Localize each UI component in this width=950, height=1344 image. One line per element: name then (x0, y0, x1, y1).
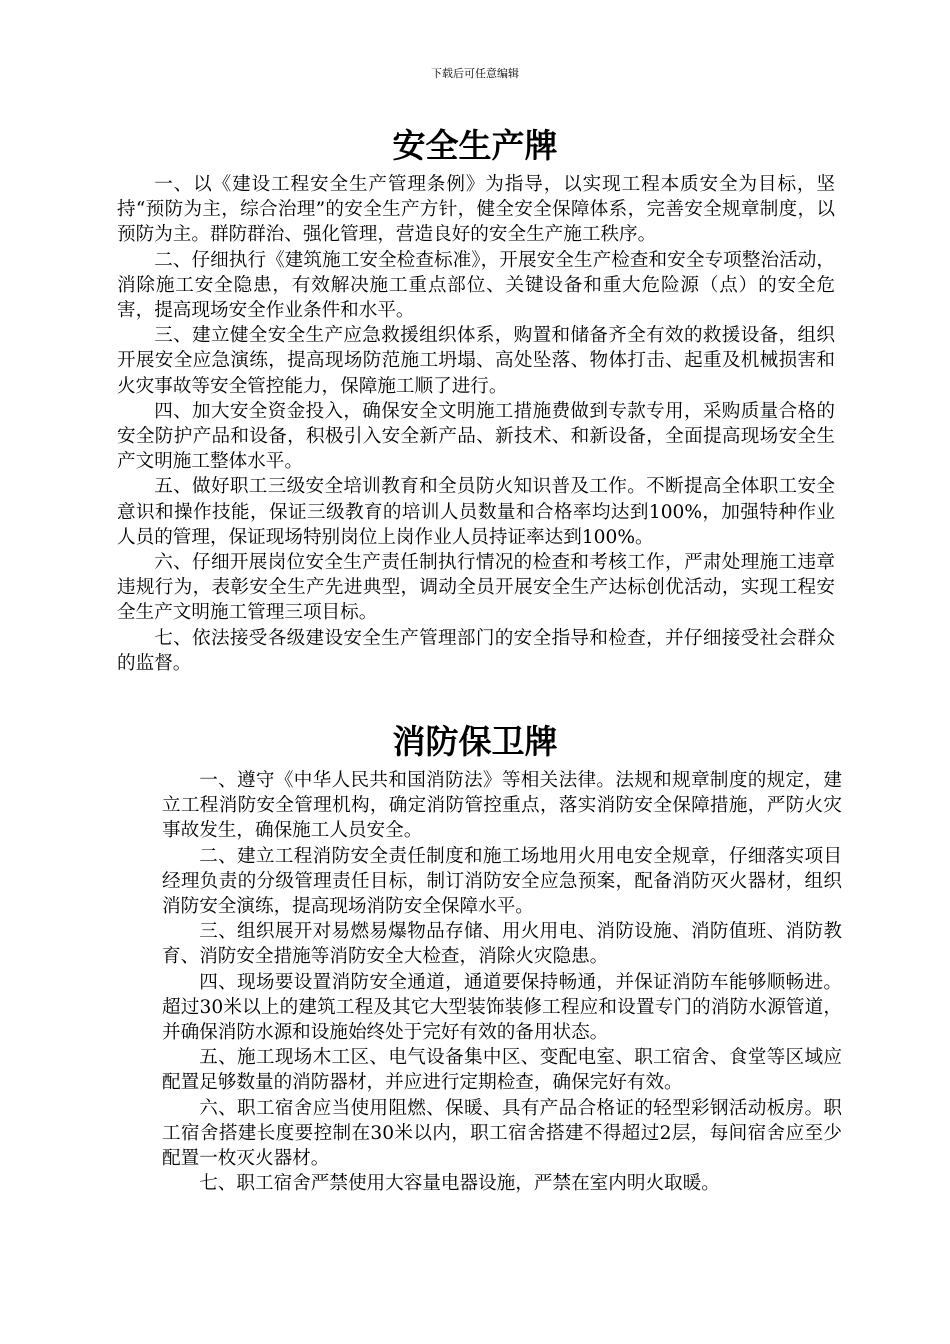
fire-paragraph-5: 五、施工现场木工区、电气设备集中区、变配电室、职工宿舍、食堂等区域应配置足够数量的消防器材，并应进行定期检查，确保完好有效。 (162, 1047, 842, 1094)
fire-paragraph-7: 七、职工宿舍严禁使用大容量电器设施，严禁在室内明火取暖。 (199, 1173, 720, 1195)
safety-production-section (117, 172, 835, 676)
safety-paragraph-6: 六、仔细开展岗位安全生产责任制执行情况的检查和考核工作，严肃处理施工违章违规行为，表彰安全生产先进典型，调动全员开展安全生产达标创优活动，实现工程安全生产文明施工管理三项目标。 (117, 552, 835, 624)
page-header-note: 下载后可任意编辑 (431, 67, 519, 80)
safety-paragraph-7: 七、依法接受各级建设安全生产管理部门的安全指导和检查，并仔细接受社会群众的监督。 (117, 627, 835, 674)
safety-paragraph-2: 二、仔细执行《建筑施工安全检查标准》，开展安全生产检查和安全专项整治活动，消除施工安全隐患，有效解决施工重点部位、关键设备和重大危险源（点）的安全危害，提高现场安全作业条件和水平。 (117, 249, 835, 322)
fire-paragraph-3: 三、组织展开对易燃易爆物品存储、用火用电、消防设施、消防值班、消防教育、消防安全措施等消防安全大检查，消除火灾隐患。 (162, 921, 842, 968)
fire-paragraph-1: 一、遵守《中华人民共和国消防法》等相关法律。法规和规章制度的规定，建立工程消防安全管理机构，确定消防管控重点，落实消防安全保障措施，严防火灾事故发生，确保施工人员安全。 (162, 770, 842, 842)
fire-paragraph-2: 二、建立工程消防安全责任制度和施工场地用火用电安全规章，仔细落实项目经理负责的分级管理责任目标，制订消防安全应急预案，配备消防灭火器材，组织消防安全演练，提高现场消防安全保障水平。 (162, 845, 842, 918)
safety-paragraph-5: 五、做好职工三级安全培训教育和全员防火知识普及工作。不断提高全体职工安全意识和操作技能，保证三级教育的培训人员数量和合格率均达到100%，加强特种作业人员的管理，保证现场特别岗位上岗作业人员持证率达到100%。 (117, 476, 835, 548)
safety-paragraph-3: 三、建立健全安全生产应急救援组织体系，购置和储备齐全有效的救援设备，组织开展安全应急演练，提高现场防范施工坍塌、高处坠落、物体打击、起重及机械损害和火灾事故等安全管控能力，保障施工顺了进行。 (117, 325, 835, 397)
safety-production-title: 安全生产牌 (392, 126, 558, 165)
safety-paragraph-4: 四、加大安全资金投入，确保安全文明施工措施费做到专款专用，采购质量合格的安全防护产品和设备，积极引入安全新产品、新技术、和新设备，全面提高现场安全生产文明施工整体水平。 (117, 400, 835, 473)
fire-security-section (162, 768, 842, 1196)
fire-security-title: 消防保卫牌 (392, 722, 558, 761)
safety-paragraph-1: 一、以《建设工程安全生产管理条例》为指导，以实现工程本质安全为目标，坚持“预防为主，综合治理”的安全生产方针，健全安全保障体系，完善安全规章制度，以预防为主。群防群治、强化管理，营造良好的安全生产施工秩序。 (117, 174, 835, 246)
fire-paragraph-4: 四、现场要设置消防安全通道，通道要保持畅通，并保证消防车能够顺畅进。超过30米以上的建筑工程及其它大型装饰装修工程应和设置专门的消防水源管道，并确保消防水源和设施始终处于完好有效的备用状态。 (162, 971, 842, 1044)
fire-paragraph-6: 六、职工宿舍应当使用阻燃、保暖、具有产品合格证的轻型彩钢活动板房。职工宿舍搭建长度要控制在30米以内，职工宿舍搭建不得超过2层，每间宿舍应至少配置一枚灭火器材。 (162, 1097, 842, 1170)
